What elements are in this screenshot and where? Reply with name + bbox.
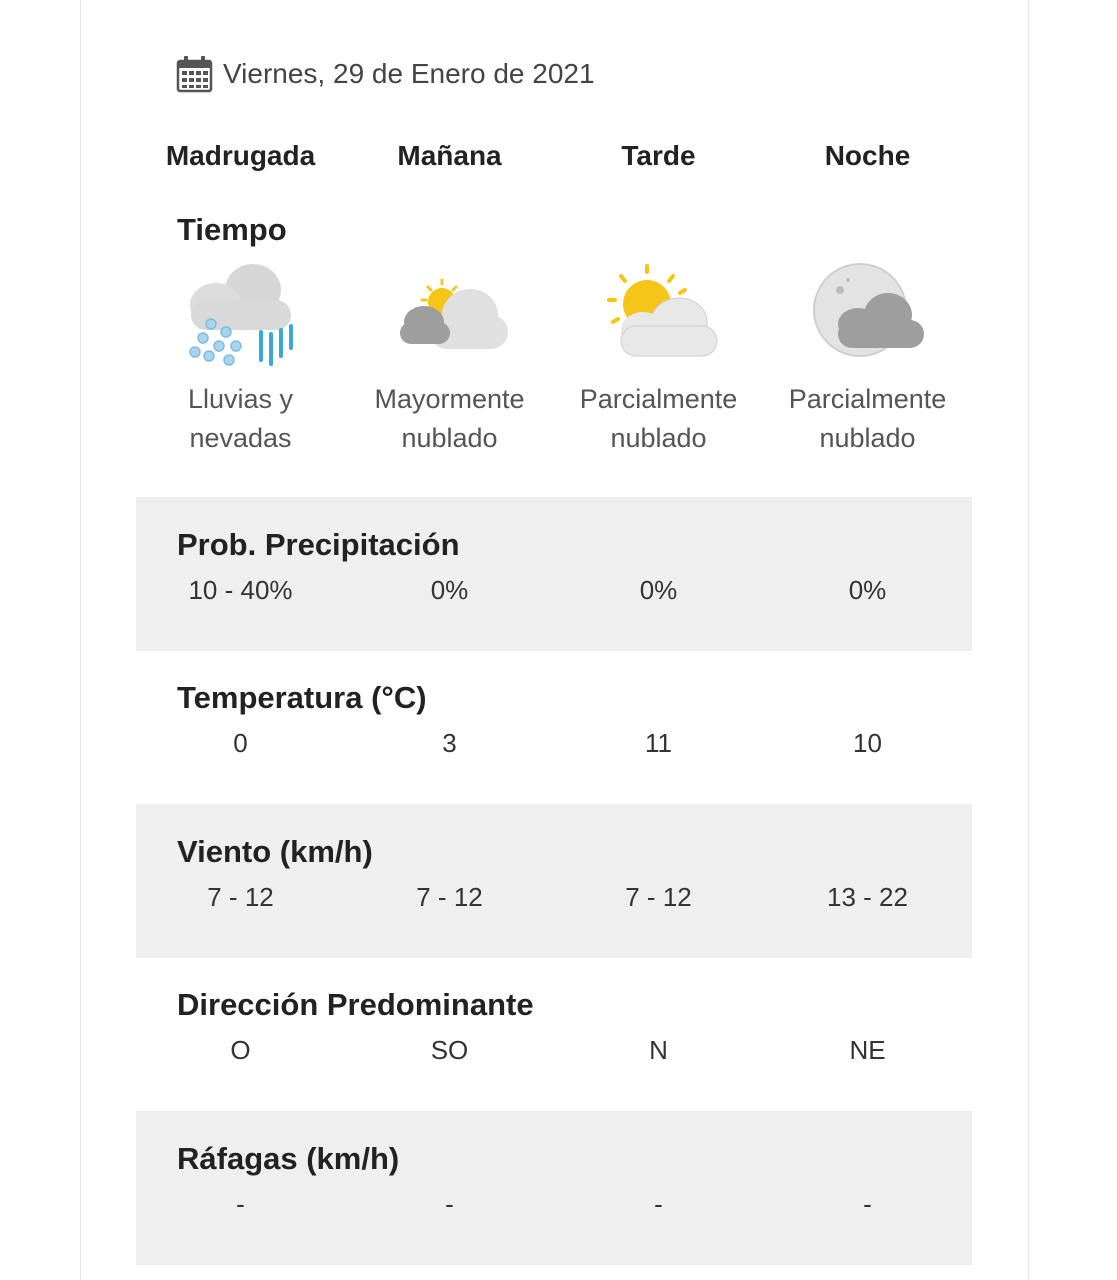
row-value: 7 - 12 (625, 882, 692, 912)
gusts-row (136, 1111, 972, 1265)
row-value: 7 - 12 (207, 882, 274, 912)
row-value: - (654, 1189, 663, 1219)
date-text: Viernes, 29 de Enero de 2021 (223, 58, 595, 89)
row-value: 0% (639, 575, 678, 605)
row-value: - (445, 1189, 454, 1219)
row-value: 0% (430, 575, 469, 605)
row-title: Dirección Predominante (177, 987, 534, 1022)
precipitation-row (136, 497, 972, 651)
weather-title: Tiempo (177, 212, 287, 247)
row-value: 7 - 12 (416, 882, 483, 912)
temperature-row (136, 650, 972, 804)
row-title: Ráfagas (km/h) (177, 1141, 400, 1176)
row-value: - (863, 1189, 872, 1219)
weather-desc-manana: Mayormente nublado (374, 384, 525, 453)
row-value: 10 (853, 728, 882, 758)
row-title: Temperatura (°C) (177, 680, 427, 715)
partly-cloudy-night-icon (808, 260, 928, 375)
row-value: NE (849, 1035, 886, 1065)
row-value: 0 (233, 728, 248, 758)
weather-descriptions (136, 380, 972, 458)
row-value: 13 - 22 (827, 882, 908, 912)
row-value: 10 - 40% (188, 575, 293, 605)
row-value: SO (430, 1035, 469, 1065)
row-value: 0% (848, 575, 887, 605)
row-title: Viento (km/h) (177, 834, 373, 869)
row-title: Prob. Precipitación (177, 527, 460, 562)
weather-desc-tarde: Parcialmente nublado (579, 384, 738, 453)
mostly-cloudy-icon (390, 260, 510, 375)
weather-desc-noche: Parcialmente nublado (788, 384, 947, 453)
row-value: N (649, 1035, 668, 1065)
row-value: - (236, 1189, 245, 1219)
wind-row (136, 804, 972, 958)
period-manana: Mañana (397, 140, 502, 171)
row-value: 11 (645, 728, 672, 758)
row-value: O (230, 1035, 251, 1065)
partly-cloudy-day-icon (599, 260, 719, 375)
weather-icons (136, 260, 972, 375)
period-tarde: Tarde (621, 140, 696, 171)
date-header (176, 52, 595, 96)
calendar-icon (176, 55, 213, 93)
period-headers (136, 140, 972, 184)
period-madrugada: Madrugada (165, 140, 316, 171)
weather-desc-madrugada: Lluvias y nevadas (187, 384, 294, 453)
row-value: 3 (442, 728, 457, 758)
direction-row (136, 957, 972, 1111)
rain-snow-icon (181, 260, 301, 375)
period-noche: Noche (824, 140, 911, 171)
